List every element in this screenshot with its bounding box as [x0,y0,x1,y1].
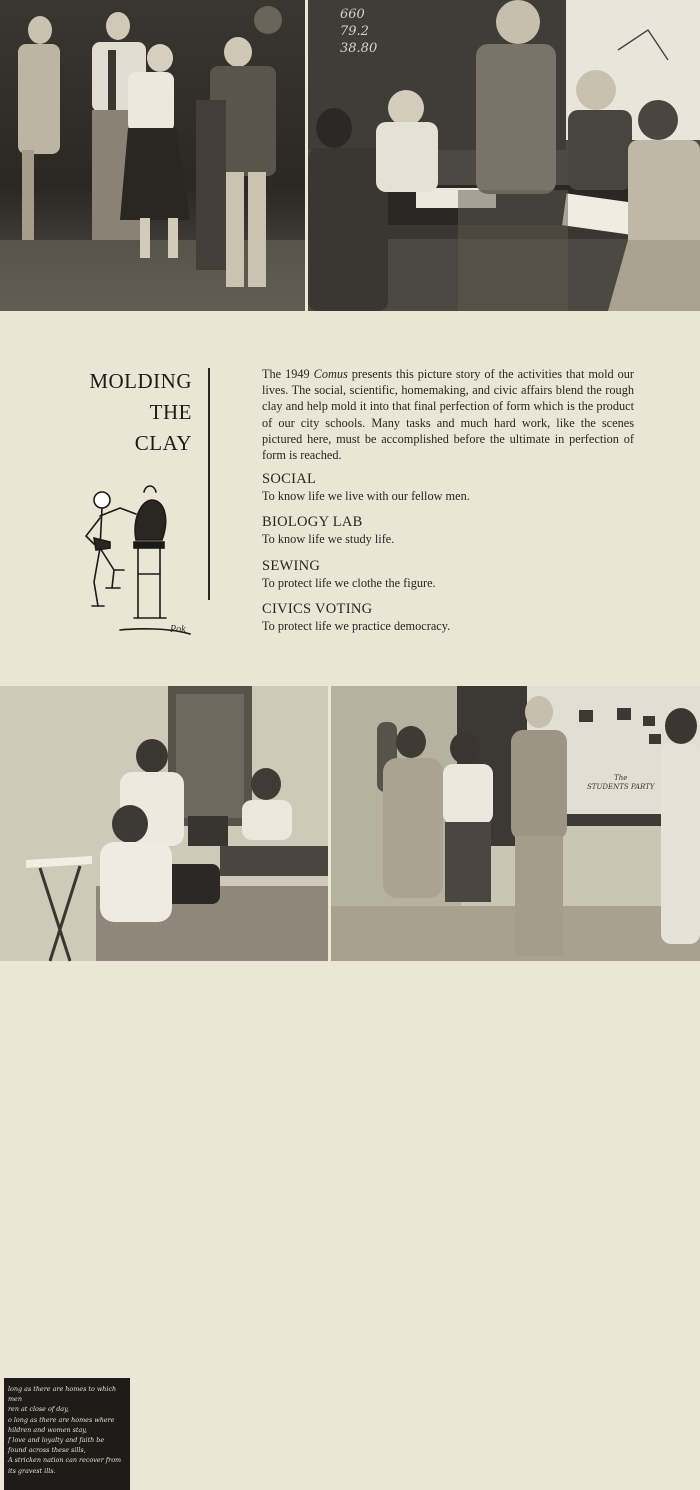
activity-name: SEWING [262,558,321,574]
activity-description: To know life we study life. [262,532,395,546]
yearbook-name: Comus [313,367,348,381]
poster-line: f love and loyalty and faith be [8,1436,105,1445]
intro-text: The 1949 [262,367,314,381]
activity-description: To protect life we practice democracy. [262,619,451,633]
activity-name: BIOLOGY LAB [262,514,363,530]
title-line: MOLDING [89,369,192,393]
activity-biology-lab [262,513,642,547]
chalkboard-number: 660 [340,7,365,22]
title-line: THE [149,400,192,424]
page-title [89,366,192,459]
poster-line: hildren and women stay, [8,1425,88,1434]
sign-line: STUDENTS PARTY [587,783,655,791]
activity-description: To protect life we clothe the figure. [262,576,436,590]
poster-line: found across these sills, [8,1446,86,1455]
artist-signature: Pok [170,624,186,635]
photo-biology-lab [308,0,700,311]
intro-paragraph [262,366,634,463]
poster-line: o long as there are homes where [8,1415,115,1424]
activity-civics-voting [262,600,642,634]
poster-line: long as there are homes to which men [8,1385,117,1404]
intro-text: presents this picture story of the activities that mold our lives. The social, scientific, homemaking, and civic affairs blend the rough clay and help mold it into that final perfection of form which is the product of our city schools. Many tasks and much hard work, like the scenes pictured here, must be accomplished before the ultimate in perfection of form is reached. [262,367,634,463]
sign-line: The [614,774,628,782]
activity-sewing [262,557,642,591]
activity-description: To know life we live with our fellow men. [262,489,470,503]
photo-civics-voting [331,686,700,961]
poster-line: ren at close of day, [8,1405,69,1414]
photo-social-dancing [0,0,305,311]
sculptor-illustration [80,478,198,646]
campaign-sign [587,774,654,792]
activity-name: CIVICS VOTING [262,601,373,617]
vertical-divider [208,368,210,600]
photo-sewing [0,686,328,1475]
poster-quote [4,1378,130,1490]
poster-line: its gravest ills. [8,1466,56,1475]
chalkboard-number: 38.80 [340,41,378,56]
activity-name: SOCIAL [262,471,317,487]
chalkboard-numbers [340,6,377,57]
title-line: CLAY [134,431,192,455]
chalkboard-number: 79.2 [340,24,369,39]
poster-line: A stricken nation can recover from [8,1456,122,1465]
activity-social [262,470,642,504]
